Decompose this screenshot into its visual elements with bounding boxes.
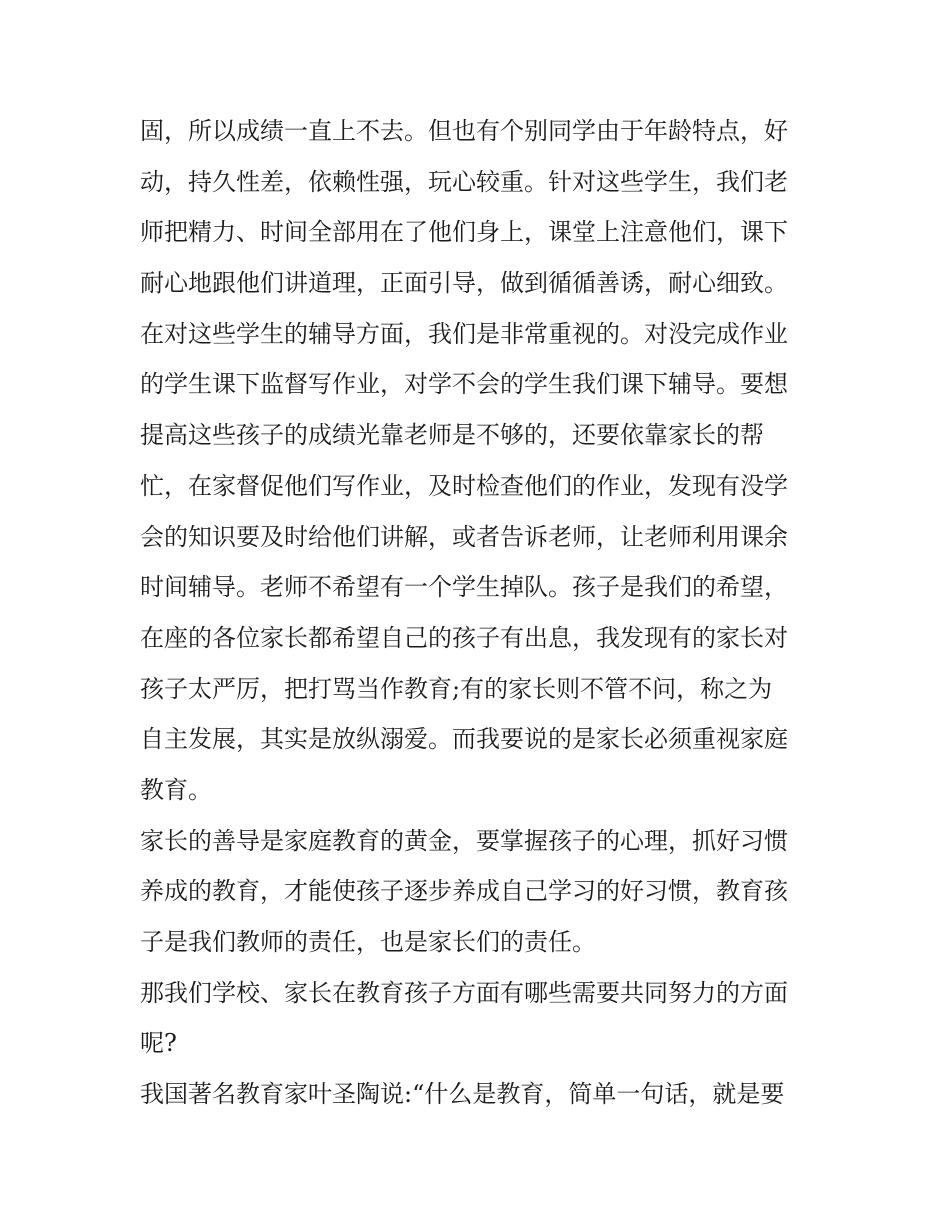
- text-line: 我国著名教育家叶圣陶说:“什么是教育，简单一句话，就是要: [140, 1080, 785, 1109]
- text-line: 孩子太严厉，把打骂当作教育;有的家长则不管不问，称之为: [140, 674, 773, 703]
- text-line: 时间辅导。老师不希望有一个学生掉队。孩子是我们的希望，: [140, 573, 788, 602]
- text-line: 的学生课下监督写作业，对学不会的学生我们课下辅导。要想: [140, 370, 788, 399]
- text-line: 自主发展，其实是放纵溺爱。而我要说的是家长必须重视家庭: [140, 725, 788, 754]
- text-line: 耐心地跟他们讲道理，正面引导，做到循循善诱，耐心细致。: [140, 269, 788, 298]
- text-line: 提高这些孩子的成绩光靠老师是不够的，还要依靠家长的帮: [140, 421, 764, 450]
- text-line: 子是我们教师的责任，也是家长们的责任。: [140, 928, 596, 956]
- text-line: 忙，在家督促他们写作业，及时检查他们的作业，发现有没学: [140, 471, 788, 500]
- text-line: 那我们学校、家长在教育孩子方面有哪些需要共同努力的方面: [140, 978, 788, 1007]
- text-line: 家长的善导是家庭教育的黄金，要掌握孩子的心理，抓好习惯: [140, 826, 788, 855]
- text-line: 呢?: [140, 1029, 177, 1058]
- text-line: 会的知识要及时给他们讲解，或者告诉老师，让老师利用课余: [140, 522, 788, 551]
- text-line: 养成的教育，才能使孩子逐步养成自己学习的好习惯，教育孩: [140, 877, 788, 906]
- text-line: 动，持久性差，依赖性强，玩心较重。针对这些学生，我们老: [140, 167, 788, 196]
- text-line: 在座的各位家长都希望自己的孩子有出息，我发现有的家长对: [140, 623, 788, 652]
- text-line: 师把精力、时间全部用在了他们身上，课堂上注意他们，课下: [140, 218, 788, 247]
- text-line: 固，所以成绩一直上不去。但也有个别同学由于年龄特点，好: [140, 117, 788, 145]
- text-line: 在对这些学生的辅导方面，我们是非常重视的。对没完成作业: [140, 319, 788, 348]
- text-line: 教育。: [140, 775, 212, 804]
- body-text: [140, 106, 820, 1120]
